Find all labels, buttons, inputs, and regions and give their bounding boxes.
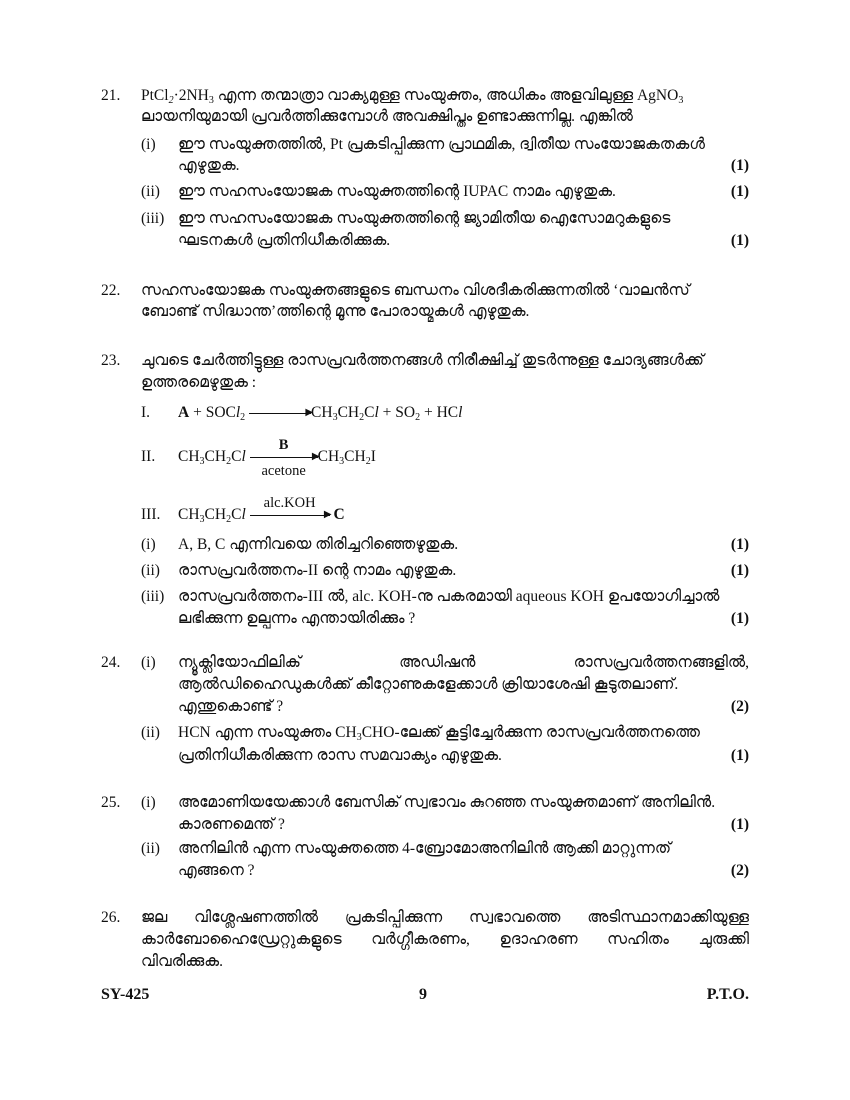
reaction-3-reagent: alc.KOH xyxy=(263,494,316,511)
reaction-2-arrow: B ▶ acetone xyxy=(250,457,318,458)
q26-word: ജല xyxy=(141,909,168,926)
q25-part-ii-marks: (2) xyxy=(730,862,749,879)
q25-part-i-label: (i) xyxy=(141,794,156,811)
q21-part-ii-line1: ഈ സഹസംയോജക സംയുക്തത്തിന്റെ IUPAC നാമം എഴുതുക. xyxy=(178,183,616,200)
q26-word: ചുരുക്കി xyxy=(698,931,749,948)
q26-word: ഉദാഹരണ xyxy=(499,931,578,948)
q21-line1 xyxy=(141,86,749,106)
q23-part-ii-marks: (1) xyxy=(730,562,749,579)
q21-line1-text: എന്ന തന്മാത്രാ വാക്യമുള്ള സംയുക്തം, അധികം അളവിലുള്ള xyxy=(217,87,634,104)
q21-part-i-label: (i) xyxy=(141,136,156,153)
q26-word: പ്രകടിപ്പിക്കുന്ന xyxy=(344,909,443,926)
q23-part-iii-label: (iii) xyxy=(141,588,165,605)
q23-part-iii-line1: രാസപ്രവർത്തനം-III ൽ, alc. KOH-നു പകരമായി aqueous KOH ഉപയോഗിച്ചാൽ xyxy=(178,588,720,605)
q25-part-i-marks: (1) xyxy=(730,816,749,833)
q26-word: സ്വഭാവത്തെ xyxy=(469,909,561,926)
reaction-3-equation: $CH_3CH_2Cl$ alc.KOH ▶ C xyxy=(178,494,345,525)
q21-line2: ലായനിയുമായി പ്രവർത്തിക്കുമ്പോൾ അവക്ഷിപ്തം ഉണ്ടാക്കുന്നില്ല. എങ്കിൽ xyxy=(141,108,633,125)
q26-line2 xyxy=(141,930,749,950)
reaction-3-label: III. xyxy=(141,506,161,523)
q21-formula: $PtCl_2\cdot 2NH_3$ xyxy=(141,87,214,106)
q26-line3: വിവരിക്കുക. xyxy=(141,953,223,970)
q21-part-i-line2: എഴുതുക. xyxy=(178,157,240,174)
reaction-2-label: II. xyxy=(141,448,156,465)
q23-part-i-label: (i) xyxy=(141,536,156,553)
q21-part-iii-marks: (1) xyxy=(730,232,749,249)
reaction-2-equation: $CH_3CH_2Cl$ B ▶ acetone $CH_3CH_2I$ xyxy=(178,436,376,479)
q24-number: 24. xyxy=(101,654,121,671)
reaction-1-label: I. xyxy=(141,404,151,421)
q21-agno3: AgNO$_3$ xyxy=(636,87,684,106)
q23-part-ii-label: (ii) xyxy=(141,562,160,579)
q24-part-i-line3: എന്തുകൊണ്ട് ? xyxy=(178,698,284,715)
q22-number: 22. xyxy=(101,282,121,299)
q23-part-i-line1: A, B, C എന്നിവയെ തിരിച്ചറിഞ്ഞെഴുതുക. xyxy=(178,536,459,553)
q24-part-i-line1 xyxy=(178,653,749,673)
q25-number: 25. xyxy=(101,794,121,811)
q22-line2: ബോണ്ട് സിദ്ധാന്ത’ത്തിന്റെ മൂന്നു പോരായ്മകൾ എഴുതുക. xyxy=(141,303,530,320)
q24-part-ii-marks: (1) xyxy=(730,747,749,764)
q23-number: 23. xyxy=(101,352,121,369)
q24-part-ii-line2: പ്രതിനിധീകരിക്കുന്ന രാസ സമവാക്യം എഴുതുക. xyxy=(178,747,502,764)
q22-line1: സഹസംയോജക സംയുക്തങ്ങളുടെ ബന്ധനം വിശദീകരിക്കുന്നതിൽ ‘വാലൻസ് xyxy=(141,282,690,299)
q23-line1: ചുവടെ ചേർത്തിട്ടുള്ള രാസപ്രവർത്തനങ്ങൾ നിരീക്ഷിച്ച് തുടർന്നുള്ള ചോദ്യങ്ങൾക്ക് xyxy=(141,352,704,369)
reaction-1-equation: A + SOCl$_2$ ▶ $CH_3CH_2Cl + SO_2$ + HCl xyxy=(178,404,463,423)
q25-part-ii-line2: എങ്ങനെ ? xyxy=(178,862,255,879)
q23-part-i-marks: (1) xyxy=(730,536,749,553)
q24-word: രാസപ്രവർത്തനങ്ങളിൽ, xyxy=(573,654,749,671)
q25-part-ii-label: (ii) xyxy=(141,840,160,857)
reaction-2-reagent: B xyxy=(278,436,289,453)
q21-part-ii-label: (ii) xyxy=(141,183,160,200)
q26-line1 xyxy=(141,908,749,928)
q23-part-iii-marks: (1) xyxy=(730,610,749,627)
q25-part-i-line1: അമോണിയയേക്കാൾ ബേസിക് സ്വഭാവം കുറഞ്ഞ സംയുക്തമാണ് അനിലിൻ. xyxy=(178,794,716,811)
q25-part-i-line2: കാരണമെന്ത് ? xyxy=(178,816,285,833)
q25-part-ii-line1: അനിലിൻ എന്ന സംയുക്തത്തെ 4-ബ്രോമോഅനിലിൻ ആക്കി മാറ്റുന്നത് xyxy=(178,840,672,857)
q26-word: വർഗ്ഗീകരണം, xyxy=(371,931,470,948)
q24-part-i-marks: (2) xyxy=(730,698,749,715)
q24-part-i-label: (i) xyxy=(141,654,156,671)
q24-word: ന്യൂക്ലിയോഫിലിക് xyxy=(178,654,301,671)
q24-part-i-line2: ആൽഡിഹൈഡുകൾക്ക് കീറ്റോണുകളേക്കാൾ ക്രിയാശേഷി കൂടുതലാണ്. xyxy=(178,676,679,693)
q21-number: 21. xyxy=(101,87,121,104)
q23-line2: ഉത്തരമെഴുതുക : xyxy=(141,374,257,391)
paper-code: SY-425 xyxy=(101,986,150,1003)
q24-part-ii-line1: HCN എന്ന സംയുക്തം $CH_3CHO-ലേക്ക്$ കൂട്ടിച്ചേർക്കുന്ന രാസപ്രവർത്തനത്തെ xyxy=(178,724,700,743)
q24-word: അഡിഷൻ xyxy=(399,654,476,671)
q26-word: വിശ്ലേഷണത്തിൽ xyxy=(194,909,319,926)
q24-part-ii-label: (ii) xyxy=(141,724,160,741)
q26-word: അടിസ്ഥാനമാക്കിയുള്ള xyxy=(587,909,749,926)
q21-part-i-marks: (1) xyxy=(730,157,749,174)
q21-part-iii-label: (iii) xyxy=(141,210,165,227)
q21-part-ii-marks: (1) xyxy=(730,183,749,200)
q26-number: 26. xyxy=(101,909,121,926)
pto-label: P.T.O. xyxy=(706,986,749,1003)
reaction-1-arrow: ▶ xyxy=(249,413,311,414)
q26-word: സഹിതം xyxy=(607,931,669,948)
q21-part-i-line1: ഈ സംയുക്തത്തിൽ, Pt പ്രകടിപ്പിക്കുന്ന പ്രാഥമിക, ദ്വിതീയ സംയോജകതകൾ xyxy=(178,136,705,153)
q21-part-iii-line1: ഈ സഹസംയോജക സംയുക്തത്തിന്റെ ജ്യാമിതീയ ഐസോമറുകളുടെ xyxy=(178,210,671,227)
q21-part-iii-line2: ഘടനകൾ പ്രതിനിധീകരിക്കുക. xyxy=(178,232,391,249)
q26-word: കാർബോഹൈഡ്രേറ്റുകളുടെ xyxy=(141,931,342,948)
reaction-2-solvent: acetone xyxy=(261,462,306,479)
reaction-3-arrow: alc.KOH ▶ xyxy=(250,515,330,516)
q23-part-ii-line1: രാസപ്രവർത്തനം-II ന്റെ നാമം എഴുതുക. xyxy=(178,562,457,579)
page-number: 9 xyxy=(419,986,427,1003)
q23-part-iii-line2: ലഭിക്കുന്ന ഉല്പന്നം എന്തായിരിക്കും ? xyxy=(178,610,416,627)
